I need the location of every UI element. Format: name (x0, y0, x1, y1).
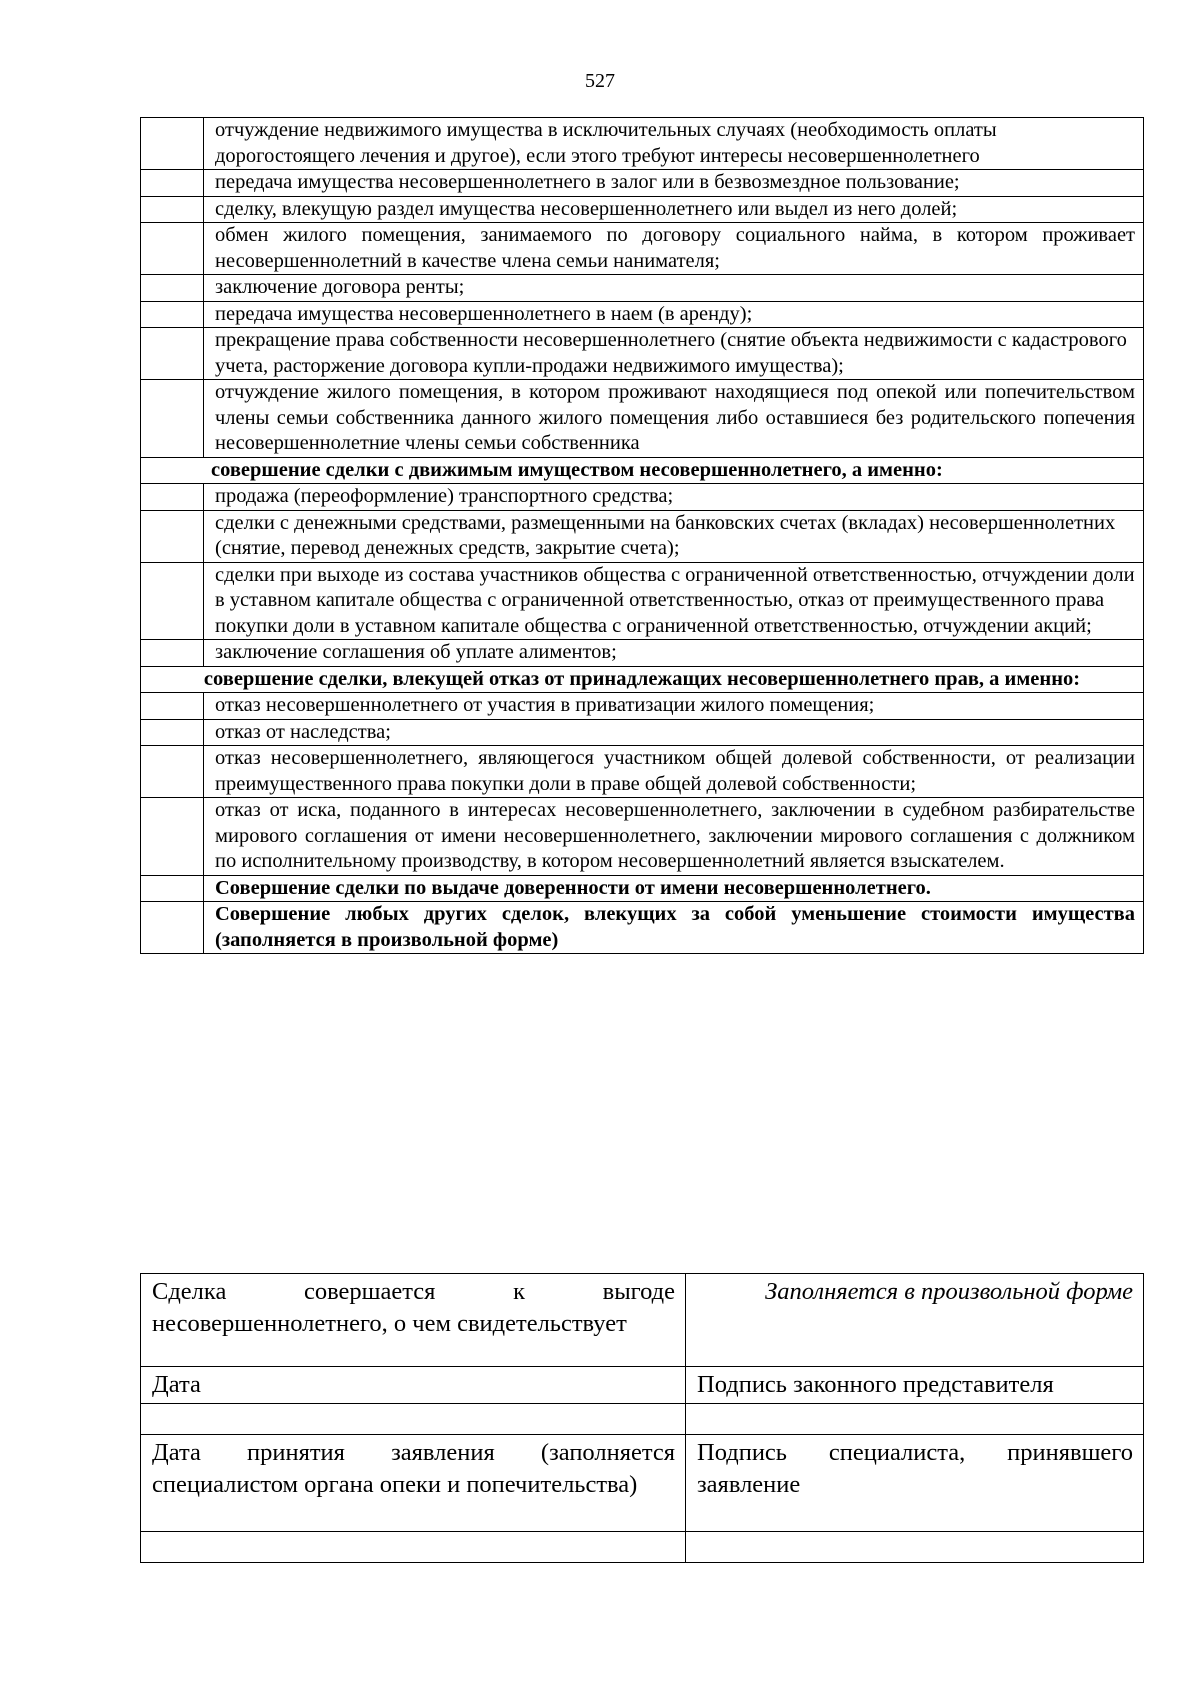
transaction-checkbox-cell[interactable] (141, 640, 204, 667)
transaction-row (141, 693, 1144, 720)
section-header: совершение сделки с движимым имуществом несовершеннолетнего, а именно: (141, 457, 1144, 484)
transaction-checkbox-cell[interactable] (141, 562, 204, 640)
transaction-row (141, 275, 1144, 302)
transaction-description: прекращение права собственности несовершеннолетнего (снятие объекта недвижимости с кадастрового учета, расторжение договора купли-продажи недвижимого имущества); (204, 328, 1144, 380)
transaction-checkbox-cell[interactable] (141, 118, 204, 170)
transaction-checkbox-cell[interactable] (141, 902, 204, 954)
date-signature-fill-row (141, 1404, 1144, 1435)
transaction-row (141, 640, 1144, 667)
transaction-checkbox-cell[interactable] (141, 510, 204, 562)
transaction-checkbox-cell[interactable] (141, 223, 204, 275)
transaction-checkbox-cell[interactable] (141, 170, 204, 197)
transaction-row (141, 223, 1144, 275)
specialist-signature-field[interactable] (686, 1532, 1144, 1563)
transaction-description: сделки при выходе из состава участников общества с ограниченной ответственностью, отчуждении доли в уставном капитале общества с ограниченной ответственностью, отказ от преимущественного права покупки доли в уставном капитале общества с ограниченной ответственностью, отчуждении акций; (204, 562, 1144, 640)
acceptance-fill-row (141, 1532, 1144, 1563)
transaction-description: продажа (переоформление) транспортного средства; (204, 484, 1144, 511)
transaction-row (141, 746, 1144, 798)
section-header: совершение сделки, влекущей отказ от принадлежащих несовершеннолетнего прав, а именно: (141, 666, 1144, 693)
acceptance-date-field[interactable] (141, 1532, 686, 1563)
transaction-row (141, 170, 1144, 197)
transaction-row (141, 380, 1144, 458)
benefit-label: Сделка совершается к выгоде несовершеннолетнего, о чем свидетельствует (141, 1274, 686, 1367)
transaction-checkbox-cell[interactable] (141, 746, 204, 798)
acceptance-row (141, 1435, 1144, 1532)
representative-signature-field[interactable] (686, 1404, 1144, 1435)
section-header-row (141, 457, 1144, 484)
section-header-row (141, 666, 1144, 693)
transaction-checkbox-cell[interactable] (141, 380, 204, 458)
transaction-row (141, 484, 1144, 511)
transaction-description: сделку, влекущую раздел имущества несовершеннолетнего или выдел из него долей; (204, 196, 1144, 223)
transaction-description: отказ от иска, поданного в интересах несовершеннолетнего, заключении в судебном разбирательстве мирового соглашения от имени несовершеннолетнего, заключении мирового соглашения с должником по исполнительному производству, в котором несовершеннолетний является взыскателем. (204, 798, 1144, 876)
transaction-row (141, 798, 1144, 876)
transaction-description: отчуждение недвижимого имущества в исключительных случаях (необходимость оплаты дорогостоящего лечения и другое), если этого требуют интересы несовершеннолетнего (204, 118, 1144, 170)
signature-table (140, 1273, 1144, 1563)
transaction-description: Совершение сделки по выдаче доверенности от имени несовершеннолетнего. (204, 875, 1144, 902)
transaction-checkbox-cell[interactable] (141, 484, 204, 511)
transaction-description: заключение договора ренты; (204, 275, 1144, 302)
date-signature-row (141, 1367, 1144, 1404)
transaction-checkbox-cell[interactable] (141, 719, 204, 746)
transaction-description: отказ от наследства; (204, 719, 1144, 746)
transactions-table (140, 117, 1144, 954)
benefit-value-field[interactable]: Заполняется в произвольной форме (686, 1274, 1144, 1367)
transaction-checkbox-cell[interactable] (141, 328, 204, 380)
transaction-row (141, 301, 1144, 328)
transaction-description: отказ несовершеннолетнего от участия в приватизации жилого помещения; (204, 693, 1144, 720)
transaction-row (141, 719, 1144, 746)
transactions-table-body (141, 118, 1144, 954)
transaction-row (141, 875, 1144, 902)
transaction-description: заключение соглашения об уплате алиментов; (204, 640, 1144, 667)
benefit-row (141, 1274, 1144, 1367)
transaction-description: обмен жилого помещения, занимаемого по договору социального найма, в котором проживает несовершеннолетний в качестве члена семьи нанимателя; (204, 223, 1144, 275)
transaction-row (141, 118, 1144, 170)
transaction-checkbox-cell[interactable] (141, 875, 204, 902)
transaction-checkbox-cell[interactable] (141, 301, 204, 328)
transaction-description: Совершение любых других сделок, влекущих за собой уменьшение стоимости имущества (заполняется в произвольной форме) (204, 902, 1144, 954)
transaction-row (141, 562, 1144, 640)
transaction-description: отказ несовершеннолетнего, являющегося участником общей долевой собственности, от реализации преимущественного права покупки доли в праве общей долевой собственности; (204, 746, 1144, 798)
specialist-signature-label: Подпись специалиста, принявшего заявление (686, 1435, 1144, 1532)
transaction-row (141, 328, 1144, 380)
transaction-checkbox-cell[interactable] (141, 196, 204, 223)
transaction-row (141, 196, 1144, 223)
transaction-checkbox-cell[interactable] (141, 275, 204, 302)
transaction-description: отчуждение жилого помещения, в котором проживают находящиеся под опекой или попечительством члены семьи собственника данного жилого помещения либо оставшиеся без родительского попечения несовершеннолетние члены семьи собственника (204, 380, 1144, 458)
transaction-description: передача имущества несовершеннолетнего в залог или в безвозмездное пользование; (204, 170, 1144, 197)
representative-signature-label: Подпись законного представителя (686, 1367, 1144, 1404)
acceptance-date-label: Дата принятия заявления (заполняется специалистом органа опеки и попечительства) (141, 1435, 686, 1532)
transaction-description: сделки с денежными средствами, размещенными на банковских счетах (вкладах) несовершеннолетних (снятие, перевод денежных средств, закрытие счета); (204, 510, 1144, 562)
transaction-checkbox-cell[interactable] (141, 798, 204, 876)
transaction-row (141, 902, 1144, 954)
transaction-description: передача имущества несовершеннолетнего в наем (в аренду); (204, 301, 1144, 328)
date-field[interactable] (141, 1404, 686, 1435)
transaction-checkbox-cell[interactable] (141, 693, 204, 720)
date-label: Дата (141, 1367, 686, 1404)
transaction-row (141, 510, 1144, 562)
page-number: 527 (585, 70, 615, 92)
